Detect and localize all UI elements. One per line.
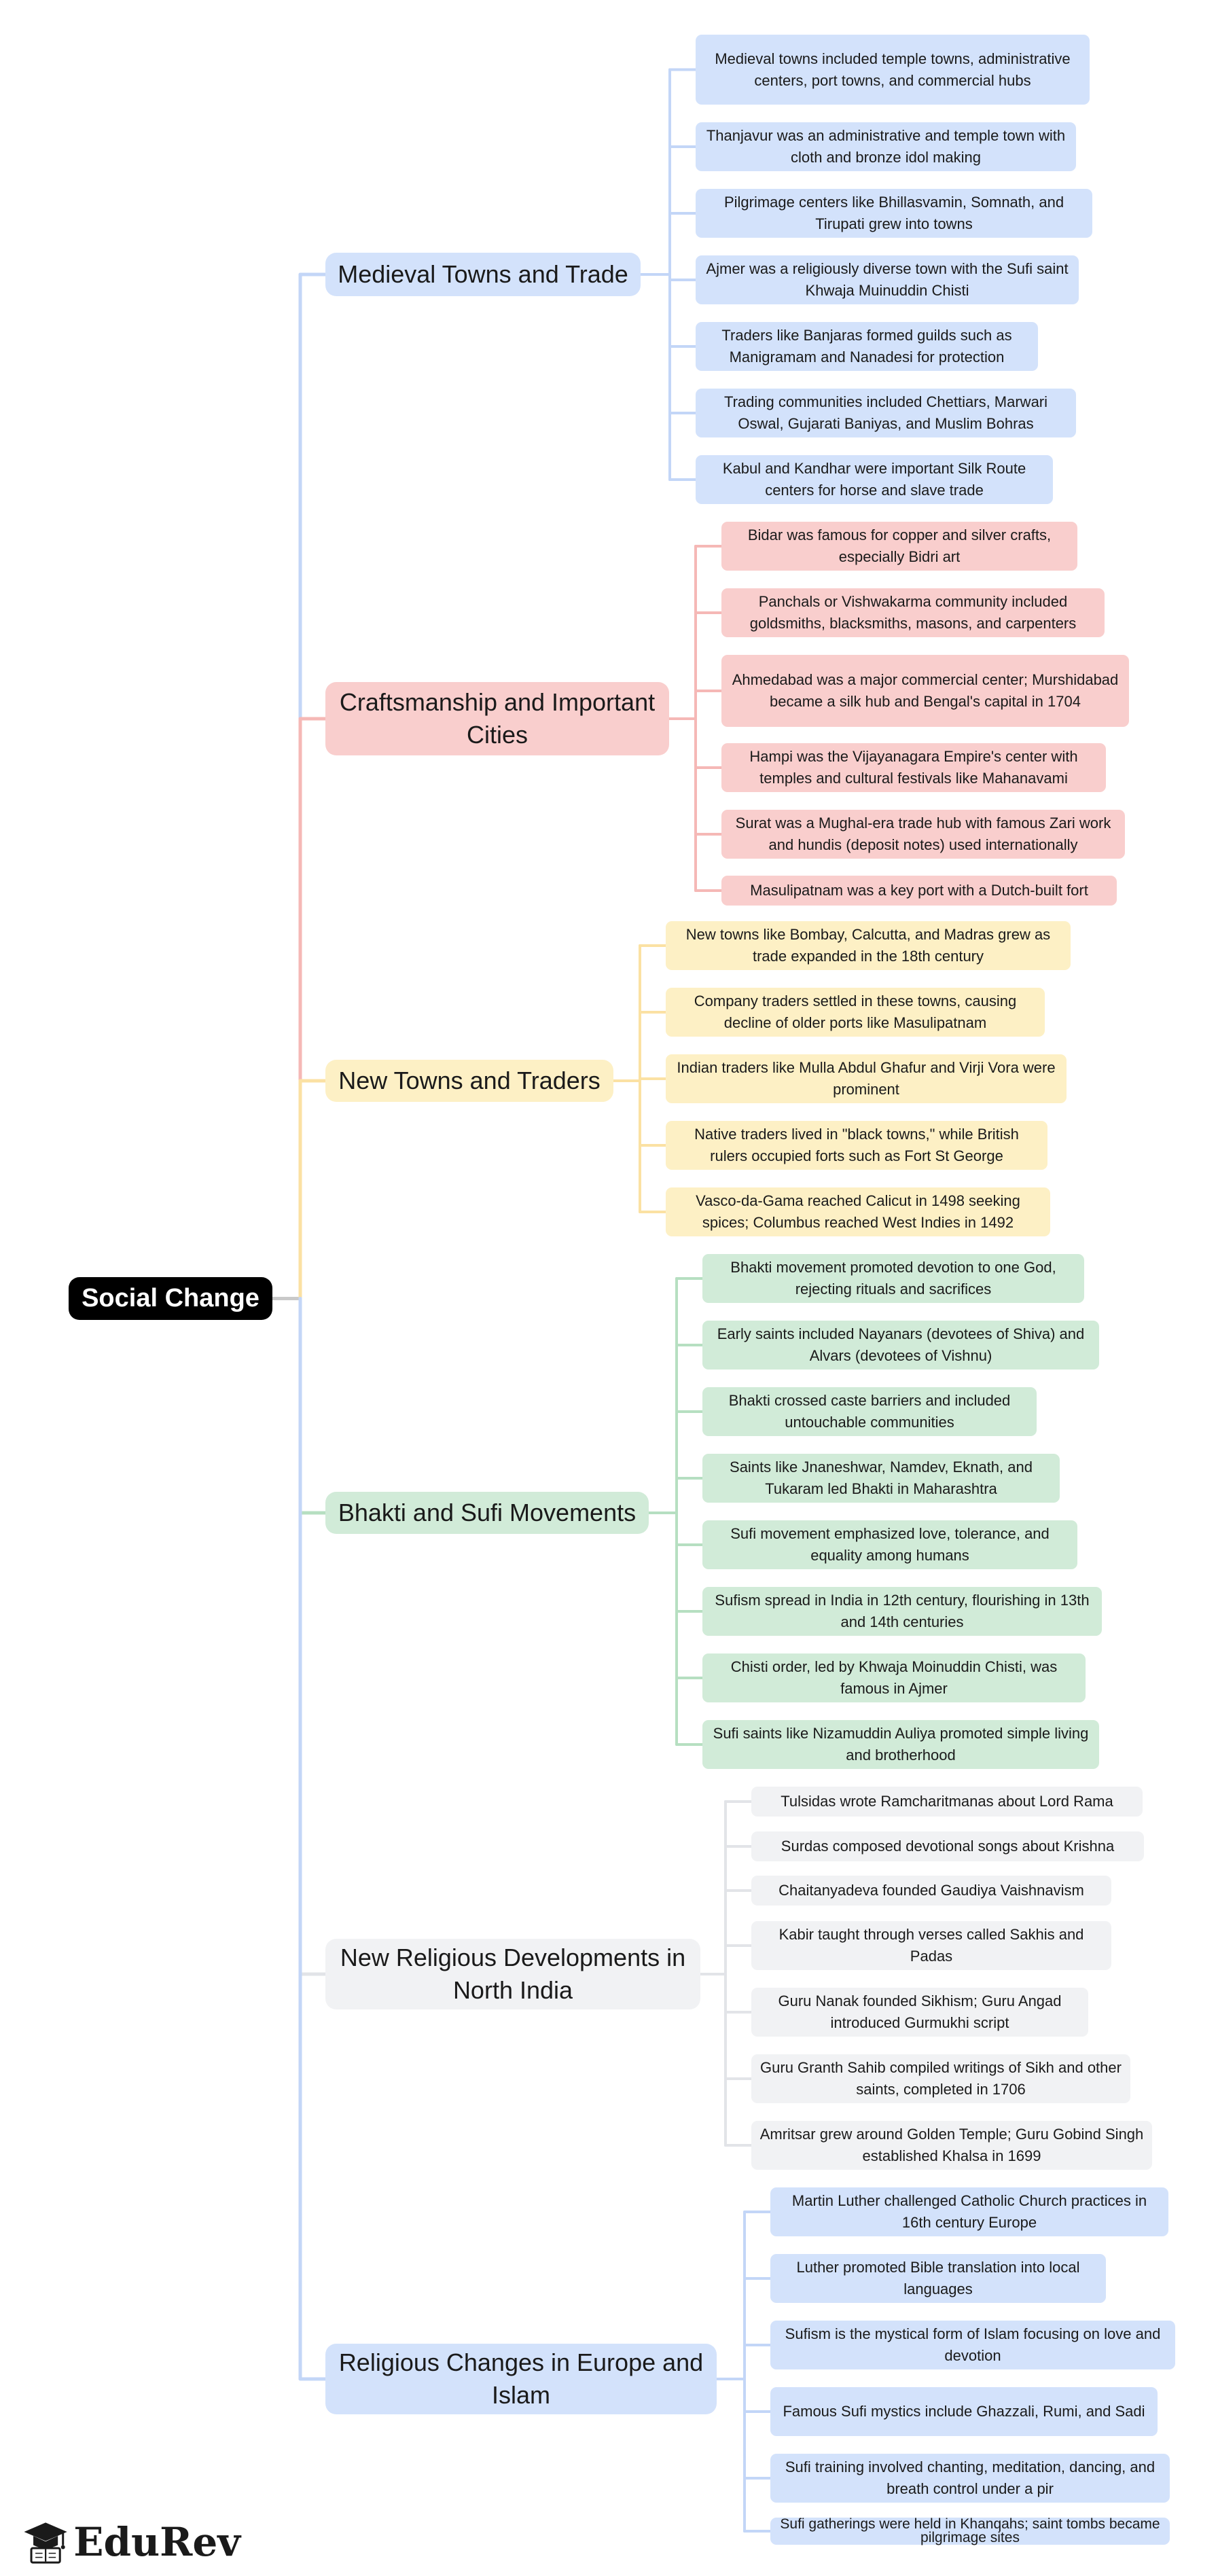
leaf-node[interactable]: Vasco-da-Gama reached Calicut in 1498 seeking spices; Columbus reached West Indies in 1492	[666, 1187, 1050, 1236]
leaf-node[interactable]: Medieval towns included temple towns, administrative centers, port towns, and commercial hubs	[696, 35, 1090, 105]
leaf-node[interactable]: Panchals or Vishwakarma community included goldsmiths, blacksmiths, masons, and carpenters	[721, 588, 1105, 637]
leaf-node[interactable]: Ahmedabad was a major commercial center; Murshidabad became a silk hub and Bengal's capital in 1704	[721, 655, 1129, 727]
leaf-node[interactable]: Company traders settled in these towns, causing decline of older ports like Masulipatnam	[666, 988, 1045, 1037]
leaf-node[interactable]: New towns like Bombay, Calcutta, and Madras grew as trade expanded in the 18th century	[666, 921, 1071, 970]
branch-craftsmanship[interactable]: Craftsmanship and Important Cities	[325, 682, 669, 755]
leaf-node[interactable]: Sufi movement emphasized love, tolerance, and equality among humans	[702, 1520, 1077, 1569]
leaf-node[interactable]: Thanjavur was an administrative and temple town with cloth and bronze idol making	[696, 122, 1076, 171]
leaf-node[interactable]: Martin Luther challenged Catholic Church practices in 16th century Europe	[770, 2187, 1168, 2236]
leaf-node[interactable]: Pilgrimage centers like Bhillasvamin, Somnath, and Tirupati grew into towns	[696, 189, 1092, 238]
leaf-node[interactable]: Chaitanyadeva founded Gaudiya Vaishnavism	[751, 1876, 1111, 1906]
root-node[interactable]: Social Change	[69, 1277, 272, 1320]
logo-text: EduRev	[73, 2519, 240, 2565]
leaf-node[interactable]: Indian traders like Mulla Abdul Ghafur and Virji Vora were prominent	[666, 1054, 1067, 1103]
leaf-node[interactable]: Luther promoted Bible translation into local languages	[770, 2254, 1106, 2303]
branch-medieval-towns[interactable]: Medieval Towns and Trade	[325, 253, 641, 296]
leaf-node[interactable]: Surat was a Mughal-era trade hub with famous Zari work and hundis (deposit notes) used internationally	[721, 810, 1125, 859]
leaf-node[interactable]: Sufism spread in India in 12th century, flourishing in 13th and 14th centuries	[702, 1587, 1102, 1636]
leaf-node[interactable]: Sufism is the mystical form of Islam focusing on love and devotion	[770, 2321, 1175, 2369]
branch-europe-islam[interactable]: Religious Changes in Europe and Islam	[325, 2344, 717, 2414]
leaf-node[interactable]: Native traders lived in "black towns," while British rulers occupied forts such as Fort St George	[666, 1121, 1047, 1170]
leaf-node[interactable]: Sufi training involved chanting, meditation, dancing, and breath control under a pir	[770, 2454, 1170, 2503]
graduation-cap-icon	[23, 2512, 68, 2572]
leaf-node[interactable]: Guru Nanak founded Sikhism; Guru Angad introduced Gurmukhi script	[751, 1988, 1088, 2037]
leaf-node[interactable]: Guru Granth Sahib compiled writings of Sikh and other saints, completed in 1706	[751, 2054, 1130, 2103]
leaf-node[interactable]: Sufi gatherings were held in Khanqahs; saint tombs became pilgrimage sites	[770, 2518, 1170, 2545]
leaf-node[interactable]: Tulsidas wrote Ramcharitmanas about Lord Rama	[751, 1787, 1143, 1817]
edurev-logo	[23, 2508, 240, 2576]
leaf-node[interactable]: Kabul and Kandhar were important Silk Route centers for horse and slave trade	[696, 455, 1053, 504]
leaf-node[interactable]: Hampi was the Vijayanagara Empire's center with temples and cultural festivals like Mahanavami	[721, 743, 1106, 792]
leaf-node[interactable]: Saints like Jnaneshwar, Namdev, Eknath, and Tukaram led Bhakti in Maharashtra	[702, 1454, 1060, 1503]
leaf-node[interactable]: Bhakti movement promoted devotion to one God, rejecting rituals and sacrifices	[702, 1254, 1084, 1303]
leaf-node[interactable]: Bhakti crossed caste barriers and included untouchable communities	[702, 1387, 1037, 1436]
leaf-node[interactable]: Chisti order, led by Khwaja Moinuddin Chisti, was famous in Ajmer	[702, 1653, 1086, 1702]
leaf-node[interactable]: Early saints included Nayanars (devotees of Shiva) and Alvars (devotees of Vishnu)	[702, 1321, 1099, 1370]
branch-new-towns[interactable]: New Towns and Traders	[325, 1060, 613, 1102]
leaf-node[interactable]: Bidar was famous for copper and silver crafts, especially Bidri art	[721, 522, 1077, 571]
leaf-node[interactable]: Ajmer was a religiously diverse town with the Sufi saint Khwaja Muinuddin Chisti	[696, 255, 1079, 304]
branch-bhakti-sufi[interactable]: Bhakti and Sufi Movements	[325, 1492, 649, 1534]
leaf-node[interactable]: Amritsar grew around Golden Temple; Guru Gobind Singh established Khalsa in 1699	[751, 2121, 1152, 2170]
leaf-node[interactable]: Kabir taught through verses called Sakhis and Padas	[751, 1921, 1111, 1970]
leaf-node[interactable]: Masulipatnam was a key port with a Dutch-built fort	[721, 876, 1117, 906]
leaf-node[interactable]: Sufi saints like Nizamuddin Auliya promoted simple living and brotherhood	[702, 1720, 1099, 1769]
leaf-node[interactable]: Traders like Banjaras formed guilds such as Manigramam and Nanadesi for protection	[696, 322, 1038, 371]
leaf-node[interactable]: Surdas composed devotional songs about Krishna	[751, 1831, 1144, 1861]
leaf-node[interactable]: Trading communities included Chettiars, Marwari Oswal, Gujarati Baniyas, and Muslim Bohras	[696, 389, 1076, 437]
leaf-node[interactable]: Famous Sufi mystics include Ghazzali, Rumi, and Sadi	[770, 2387, 1158, 2436]
branch-north-india[interactable]: New Religious Developments in North India	[325, 1939, 700, 2009]
